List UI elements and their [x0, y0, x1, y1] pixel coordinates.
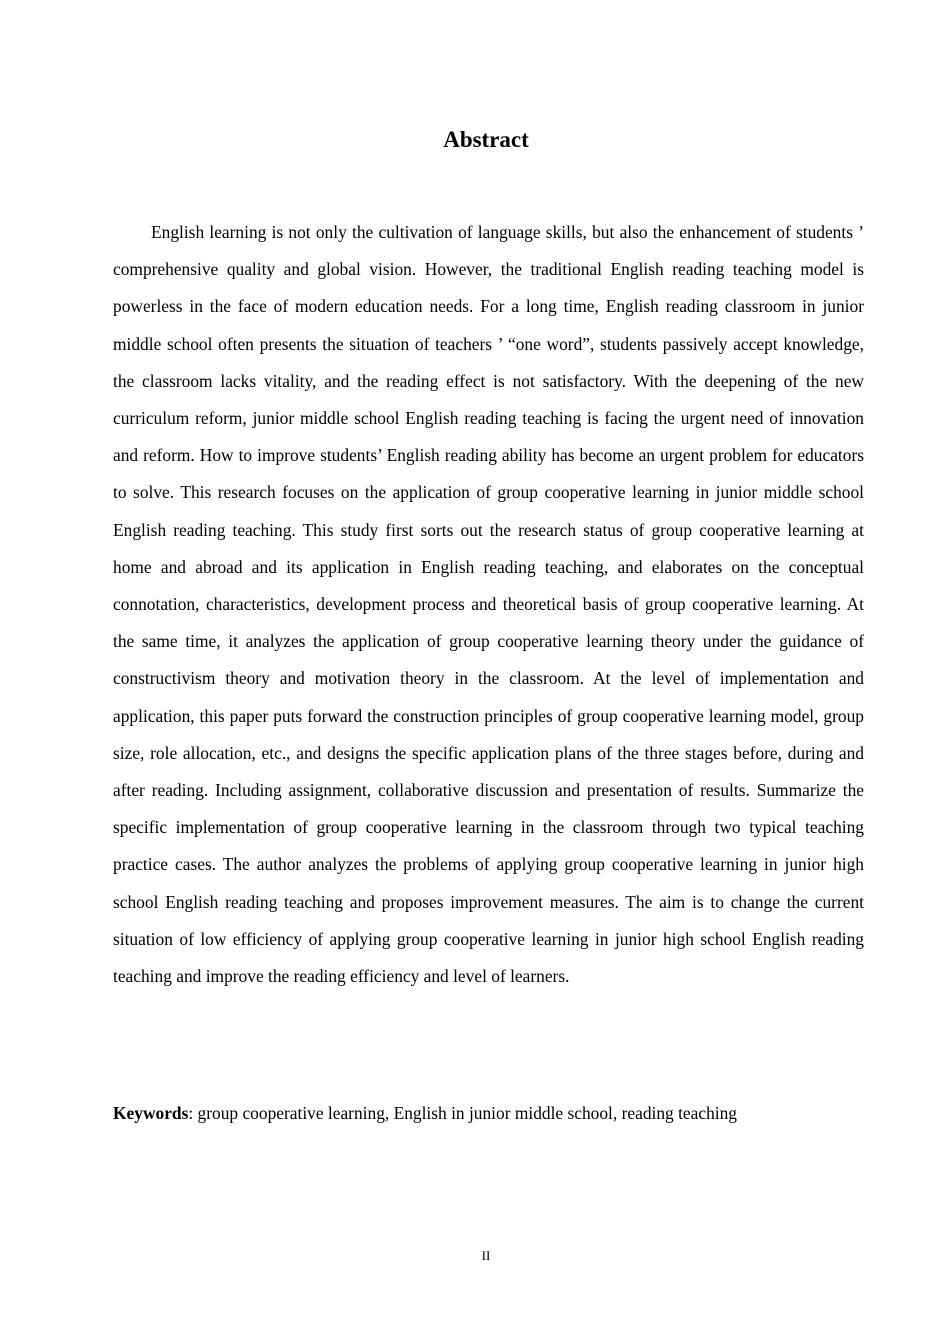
page-number: II [481, 1248, 491, 1263]
keywords-line [113, 1097, 873, 1129]
keywords-label: Keywords [113, 1103, 189, 1123]
abstract-body: English learning is not only the cultivation of language skills, but also the enhancement of students ’ comprehensive quality and global vision. However, the traditional English reading teaching model is powerless in the face of modern education needs. For a long time, English reading classroom in junior middle school often presents the situation of teachers ’ “one word”, students passively accept knowledge, the classroom lacks vitality, and the reading effect is not satisfactory. With the deepening of the new curriculum reform, junior middle school English reading teaching is facing the urgent need of innovation and reform. How to improve students’ English reading ability has become an urgent problem for educators to solve. This research focuses on the application of group cooperative learning in junior middle school English reading teaching. This study first sorts out the research status of group cooperative learning at home and abroad and its application in English reading teaching, and elaborates on the conceptual connotation, characteristics, development process and theoretical basis of group cooperative learning. At the same time, it analyzes the application of group cooperative learning theory under the guidance of constructivism theory and motivation theory in the classroom. At the level of implementation and application, this paper puts forward the construction principles of group cooperative learning model, group size, role allocation, etc., and designs the specific application plans of the three stages before, during and after reading. Including assignment, collaborative discussion and presentation of results. Summarize the specific implementation of group cooperative learning in the classroom through two typical teaching practice cases. The author analyzes the problems of applying group cooperative learning in junior high school English reading teaching and proposes improvement measures. The aim is to change the current situation of low efficiency of applying group cooperative learning in junior high school English reading teaching and improve the reading efficiency and level of learners. [113, 222, 864, 987]
abstract-title: Abstract [443, 127, 529, 152]
keywords-text: : group cooperative learning, English in junior middle school, reading teaching [188, 1103, 737, 1123]
